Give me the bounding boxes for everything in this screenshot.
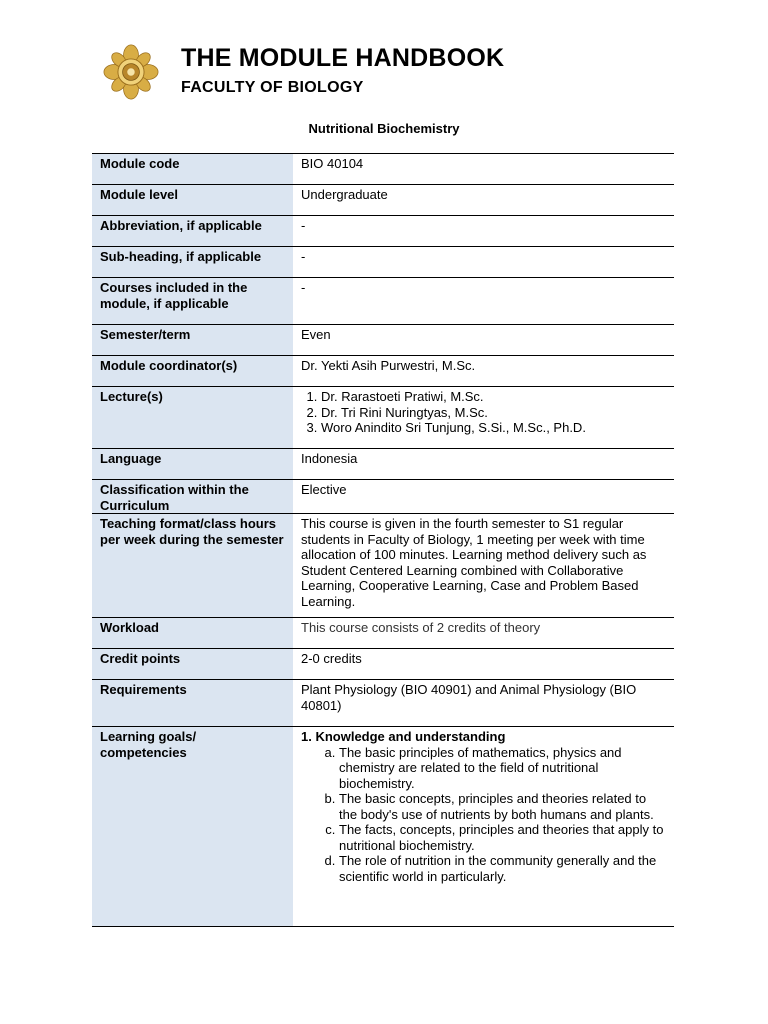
table-row — [92, 514, 674, 618]
table-row — [92, 618, 674, 649]
row-label: Abbreviation, if applicable — [92, 216, 293, 247]
goal-heading: 1. Knowledge and understanding — [301, 729, 506, 744]
table-row — [92, 480, 674, 514]
row-value: - — [293, 216, 674, 247]
row-value — [293, 727, 674, 927]
faculty-subtitle: FACULTY OF BIOLOGY — [181, 79, 364, 96]
row-value — [293, 387, 674, 449]
row-label: Module level — [92, 185, 293, 216]
row-label: Requirements — [92, 680, 293, 727]
list-item: a. The basic principles of mathematics, physics and chemistry are related to the field of nutritional biochemistry. — [339, 745, 666, 792]
row-value: BIO 40104 — [293, 154, 674, 185]
row-label: Workload — [92, 618, 293, 649]
table-row — [92, 449, 674, 480]
row-value: Indonesia — [293, 449, 674, 480]
row-label: Module code — [92, 154, 293, 185]
table-row — [92, 216, 674, 247]
row-value: - — [293, 247, 674, 278]
row-label: Teaching format/class hours per week during the semester — [92, 514, 293, 618]
list-item: d. The role of nutrition in the community generally and the scientific world in particularly. — [339, 853, 666, 884]
row-label: Language — [92, 449, 293, 480]
row-value: Dr. Yekti Asih Purwestri, M.Sc. — [293, 356, 674, 387]
lecturer-list — [301, 389, 666, 436]
row-label: Credit points — [92, 649, 293, 680]
row-label: Courses included in the module, if applicable — [92, 278, 293, 325]
row-value: Undergraduate — [293, 185, 674, 216]
module-name: Nutritional Biochemistry — [308, 121, 460, 136]
row-label: Learning goals/ competencies — [92, 727, 293, 927]
handbook-title: THE MODULE HANDBOOK — [181, 44, 505, 72]
table-row — [92, 325, 674, 356]
list-item: c. The facts, concepts, principles and theories that apply to nutritional biochemistry. — [339, 822, 666, 853]
table-row — [92, 387, 674, 449]
table-row — [92, 727, 674, 927]
table-row — [92, 356, 674, 387]
table-row — [92, 680, 674, 727]
row-label: Classification within the Curriculum — [92, 480, 293, 514]
row-value: This course consists of 2 credits of theory — [293, 618, 674, 649]
list-item: b. The basic concepts, principles and theories related to the body's use of nutrients by both humans and plants. — [339, 791, 666, 822]
table-row — [92, 247, 674, 278]
row-label: Semester/term — [92, 325, 293, 356]
list-item: 2. Dr. Tri Rini Nuringtyas, M.Sc. — [321, 405, 666, 421]
goal-list — [301, 745, 666, 885]
row-value: - — [293, 278, 674, 325]
table-row — [92, 185, 674, 216]
row-value: This course is given in the fourth semester to S1 regular students in Faculty of Biology, 1 meeting per week with time allocation of 100 minutes. Learning method delivery such as Student Centered Learning combined with Collaborative Learning, Cooperative Learning, Case and Problem Based Learning. — [293, 514, 674, 618]
row-value: 2-0 credits — [293, 649, 674, 680]
row-value: Elective — [293, 480, 674, 514]
module-table — [92, 153, 674, 927]
table-row — [92, 278, 674, 325]
row-label: Lecture(s) — [92, 387, 293, 449]
university-seal-icon — [103, 44, 159, 100]
list-item: 1. Dr. Rarastoeti Pratiwi, M.Sc. — [321, 389, 666, 405]
table-row — [92, 649, 674, 680]
row-label: Module coordinator(s) — [92, 356, 293, 387]
table-row — [92, 154, 674, 185]
row-value: Even — [293, 325, 674, 356]
list-item: 3. Woro Anindito Sri Tunjung, S.Si., M.Sc., Ph.D. — [321, 420, 666, 436]
row-label: Sub-heading, if applicable — [92, 247, 293, 278]
row-value: Plant Physiology (BIO 40901) and Animal Physiology (BIO 40801) — [293, 680, 674, 727]
page-header — [0, 0, 768, 120]
